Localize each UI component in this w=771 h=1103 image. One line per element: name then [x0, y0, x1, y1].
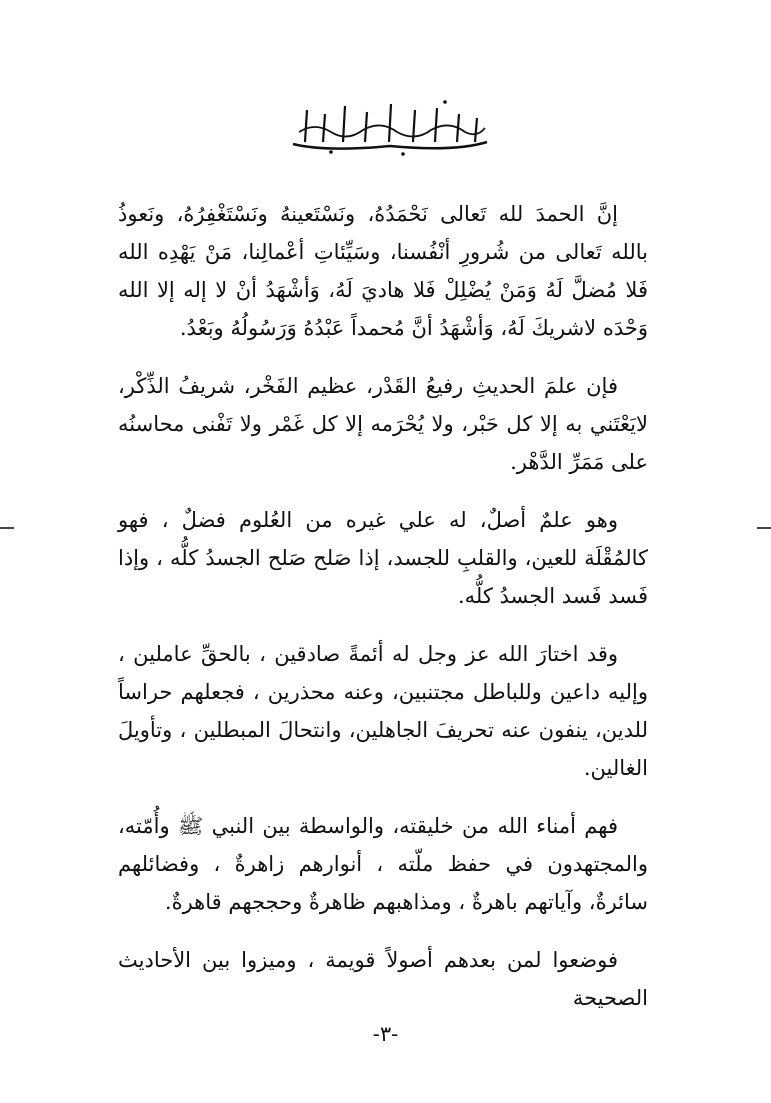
paragraph-3: وهو علمٌ أصلٌ، له علي غيره من العُلوم فضلٌ ، فهو كالمُقْلَة للعين، والقلبِ للجسد، إذا صَلح صَلح الجسدُ كلُّه ، وإذا فَسد فَسد الجسدُ كلُّه. [118, 508, 648, 608]
calligraphy-ornament-icon [285, 92, 495, 162]
paragraph-6: فوضعوا لمن بعدهم أصولاً قويمة ، وميزوا بين الأحاديث الصحيحة [118, 948, 648, 1010]
paragraph-2: فإن علمَ الحديثِ رفيعُ القَدْر، عظيم الفَخْر، شريفُ الذِّكْر، لايَعْتَني به إلا كل حَبْر، ولا يُحْرَمه إلا كل غَمْر ولا تَفْنى محاسنُه على مَمَرِّ الدَّهْر. [118, 374, 648, 474]
main-text-body [118, 195, 648, 1017]
left-edge-mark [0, 527, 14, 529]
paragraph-1: إنَّ الحمدَ لله تَعالى نَحْمَدُهُ، ونَسْتَعينهُ ونَسْتَغْفِرُهُ، ونَعوذُ بالله تَعالى من شُرورِ أنْفُسنا، وسَيِّئاتِ أعْمالِنا، مَنْ يَهْدِه الله فَلا مُضلَّ لَهُ وَمَنْ يُضْلِلْ فَلا هاديَ لَهُ، وَأشْهَدُ أنْ لا إله إلا الله وَحْدَه لاشريكَ لَهُ، وَأشْهَدُ أنَّ مُحمداً عَبْدُهُ وَرَسُولُهُ وبَعْدُ. [118, 202, 648, 340]
page-number: -٣- [372, 1022, 399, 1046]
basmala-calligraphy [285, 92, 495, 162]
paragraph-4: وقد اختارَ الله عز وجل له أئمةً صادقين ، بالحقِّ عاملين ، وإليه داعين وللباطل مجتنبين، وعنه محذرين ، فجعلهم حراساً للدين، ينفون عنه تحريفَ الجاهلين، وانتحالَ المبطلين ، وتأويلَ الغالين. [118, 642, 648, 780]
right-edge-mark [757, 527, 771, 529]
paragraph-5: فهم أمناء الله من خليقته، والواسطة بين النبي ﷺ وأُمّته، والمجتهدون في حفظ ملّته ، أنوارهم زاهرةٌ ، وفضائلهم سائرةٌ، وآياتهم باهرةٌ ، ومذاهبهم ظاهرةٌ وحججهم قاهرةٌ. [118, 814, 648, 914]
